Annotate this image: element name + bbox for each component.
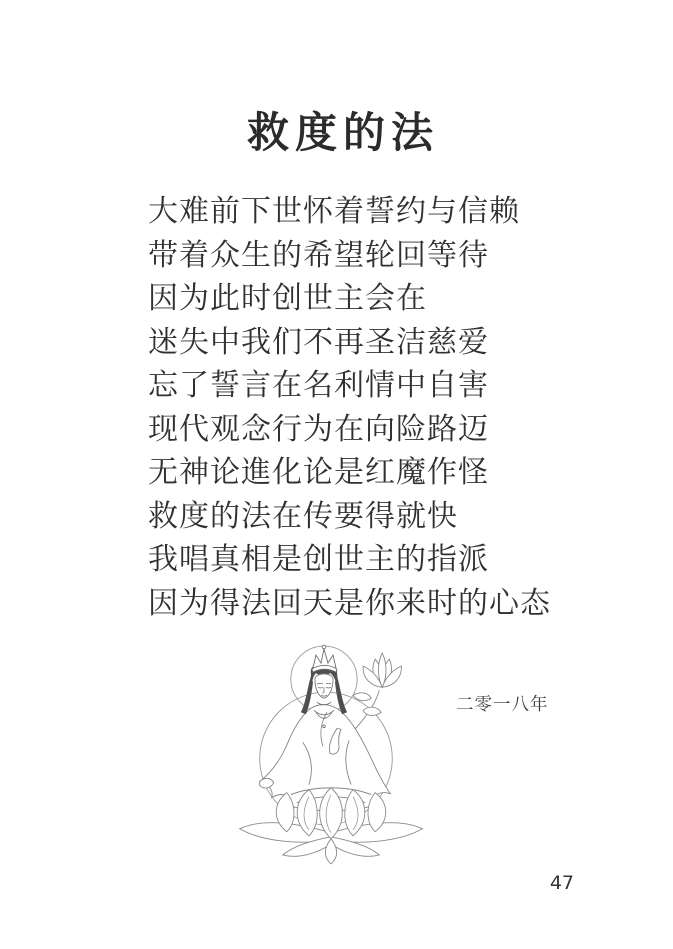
poem-line: 因为得法回天是你来时的心态 [148, 585, 551, 621]
poem-line: 救度的法在传要得就快 [148, 498, 458, 534]
poem-line: 无神论進化论是红魔作怪 [148, 455, 489, 490]
page-number: 47 [549, 872, 574, 894]
bodhisattva-lotus-illustration-icon [230, 642, 432, 878]
poem-line: 现代观念行为在向险路迈 [148, 411, 489, 447]
poem-line: 忘了誓言在名利情中自害 [148, 368, 489, 403]
poem-line: 迷失中我们不再圣洁慈爱 [148, 324, 489, 360]
poem-body [148, 190, 551, 625]
poem-title: 救度的法 [246, 108, 439, 157]
poem-line: 我唱真相是创世主的指派 [148, 542, 489, 577]
poem-line: 带着众生的希望轮回等待 [148, 237, 489, 273]
poem-date: 二零一八年 [456, 695, 549, 715]
poem-line: 因为此时创世主会在 [148, 281, 427, 316]
poem-line: 大难前下世怀着誓约与信赖 [148, 194, 520, 229]
